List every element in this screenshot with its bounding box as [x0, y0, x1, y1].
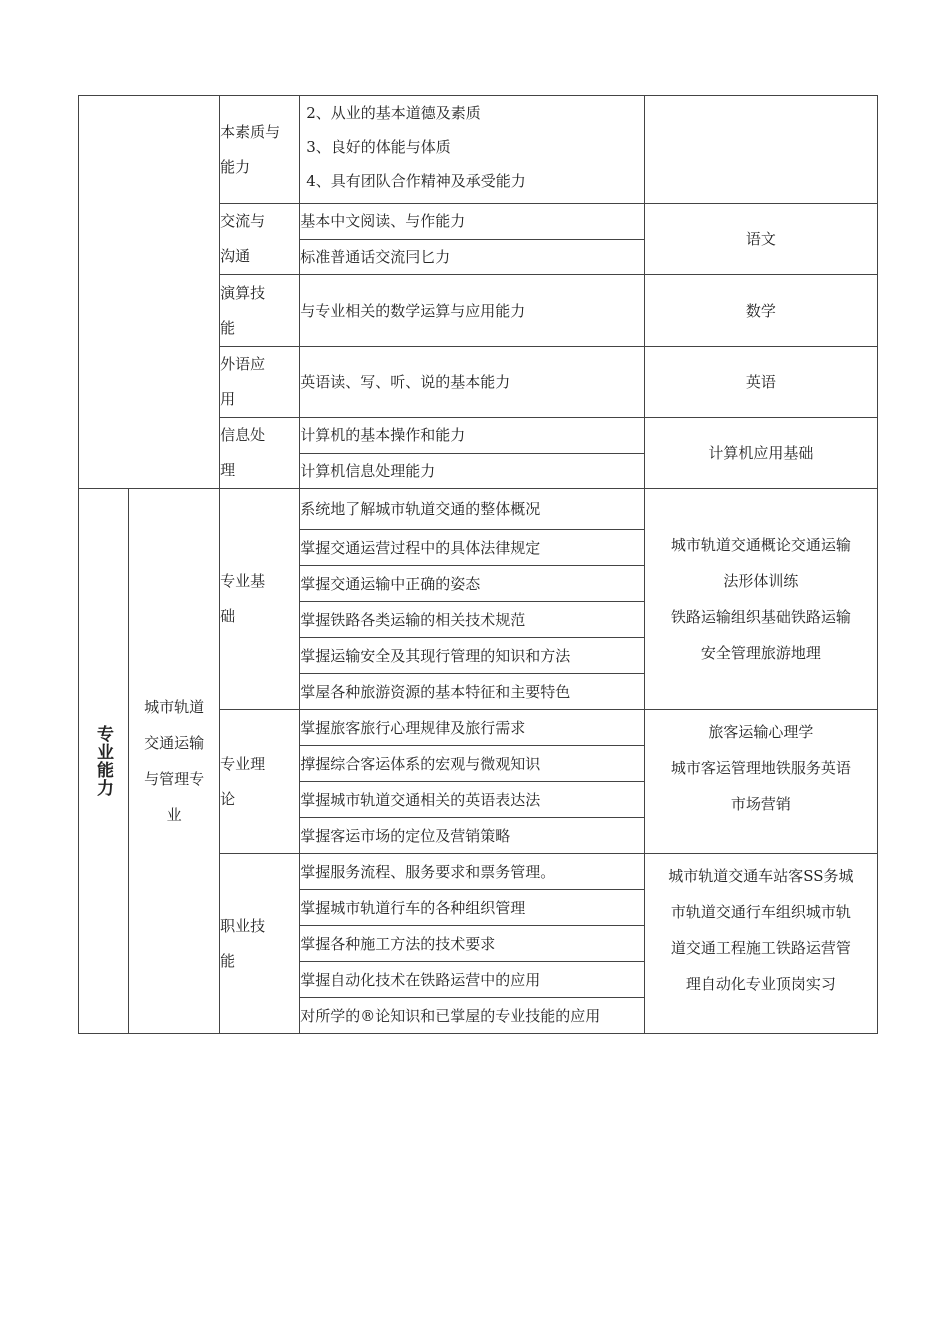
course-cell-empty [644, 96, 877, 204]
table-row: 掌握自动化技术在铁路运营中的应用 [300, 962, 644, 998]
sub-category-information [220, 418, 300, 489]
category-cell [79, 489, 129, 1034]
list-item: 3、良好的体能与体质 [306, 138, 451, 156]
course-line: 安全管理旅游地理 [700, 644, 821, 662]
sub-category-line: 用 [220, 390, 236, 408]
course-cell [644, 489, 877, 710]
sub-category-line: 础 [220, 607, 236, 625]
sub-category-professional-theory [220, 710, 300, 854]
major-line: 业 [166, 806, 182, 824]
sub-category-basic-quality [220, 96, 300, 204]
top-group-blank-cell [79, 96, 220, 489]
table-row: 标准普通话交流冃匕力 [300, 239, 644, 275]
table-row: 与专业相关的数学运算与应用能力 [300, 275, 644, 347]
table-row: 计算机信息处理能力 [300, 453, 644, 489]
table-row: 掌握城市轨道交通相关的英语表达法 [300, 782, 644, 818]
sub-category-line: 外语应 [220, 355, 266, 373]
table-row: 掌握城市轨道行车的各种组织管理 [300, 890, 644, 926]
table-row: 掌握交通运营过程中的具体法律规定 [300, 530, 644, 566]
table-row: 掌握旅客旅行心理规律及旅行需求 [300, 710, 644, 746]
table-row: 撑握综合客运体系的宏观与微观知识 [300, 746, 644, 782]
course-cell: 语文 [644, 204, 877, 275]
table-row: 掌握运输安全及其现行管理的知识和方法 [300, 638, 644, 674]
sub-category-line: 能 [220, 318, 236, 337]
course-line: 城市轨道交通概论交通运输 [670, 536, 851, 554]
table-row: 掌握客运市场的定位及营销策略 [300, 818, 644, 854]
table-row: 掌握铁路各类运输的相关技术规范 [300, 602, 644, 638]
course-line: 铁路运输组织基础铁路运输 [670, 608, 851, 626]
sub-category-line: 论 [220, 789, 236, 808]
sub-category-communication [220, 204, 300, 275]
major-line: 城市轨道 [144, 698, 205, 716]
course-cell: 英语 [644, 347, 877, 418]
course-line: 旅客运输心理学 [708, 723, 814, 741]
intro-items-cell [300, 96, 644, 204]
course-line: 市轨道交通行车组织城市轨 [670, 903, 851, 921]
sub-category-line: 信息处 [220, 426, 266, 444]
sub-category-line: 专业理 [220, 754, 266, 773]
sub-category-line: 能力 [220, 157, 251, 176]
major-cell [129, 489, 220, 1034]
sub-category-vocational-skill [220, 854, 300, 1034]
sub-category-line: 本素质与 [220, 122, 281, 141]
course-line: 市场营销 [730, 795, 791, 813]
table-row: 计算机的基本操作和能力 [300, 418, 644, 454]
major-line: 交通运输 [144, 734, 205, 752]
major-line: 与管理专 [144, 770, 205, 788]
course-cell: 计算机应用基础 [644, 418, 877, 489]
sub-category-line: 能 [220, 951, 236, 970]
sub-category-foreign-language [220, 347, 300, 418]
list-item: 2、从业的基本道德及素质 [306, 104, 481, 122]
table-row: 对所学的®论知识和已掌屋的专业技能的应用 [300, 998, 644, 1034]
category-label: 专业能力 [93, 725, 114, 797]
table-row: 英语读、写、听、说的基本能力 [300, 347, 644, 418]
table-row: 掌握交通运输中正确的姿态 [300, 566, 644, 602]
sub-category-line: 沟通 [220, 247, 251, 265]
table-row: 掌握服务流程、服务要求和票务管理。 [300, 854, 644, 890]
curriculum-table [78, 95, 878, 1034]
sub-category-line: 职业技 [220, 916, 266, 935]
course-line: 法形体训练 [723, 572, 799, 590]
course-cell [644, 854, 877, 1034]
course-cell: 数学 [644, 275, 877, 347]
course-line: 道交通工程施工铁路运营管 [670, 939, 851, 957]
table-row: 掌握各种施工方法的技术要求 [300, 926, 644, 962]
sub-category-line: 专业基 [220, 572, 266, 590]
table-row: 系统地了解城市轨道交通的整体概况 [300, 489, 644, 530]
table-row: 基本中文阅读、与作能力 [300, 204, 644, 240]
sub-category-professional-basic [220, 489, 300, 710]
course-line: 城市客运管理地铁服务英语 [670, 759, 851, 777]
list-item: 4、具有团队合作精神及承受能力 [306, 172, 526, 190]
sub-category-line: 交流与 [220, 212, 266, 230]
course-cell [644, 710, 877, 854]
course-line: 城市轨道交通车站客SS务城 [668, 867, 854, 885]
sub-category-calculation [220, 275, 300, 347]
table-row: 掌屋各种旅游资源的基本特征和主要特色 [300, 674, 644, 710]
sub-category-line: 理 [220, 461, 236, 479]
sub-category-line: 演算技 [220, 283, 266, 302]
course-line: 理自动化专业顶岗实习 [685, 975, 836, 993]
